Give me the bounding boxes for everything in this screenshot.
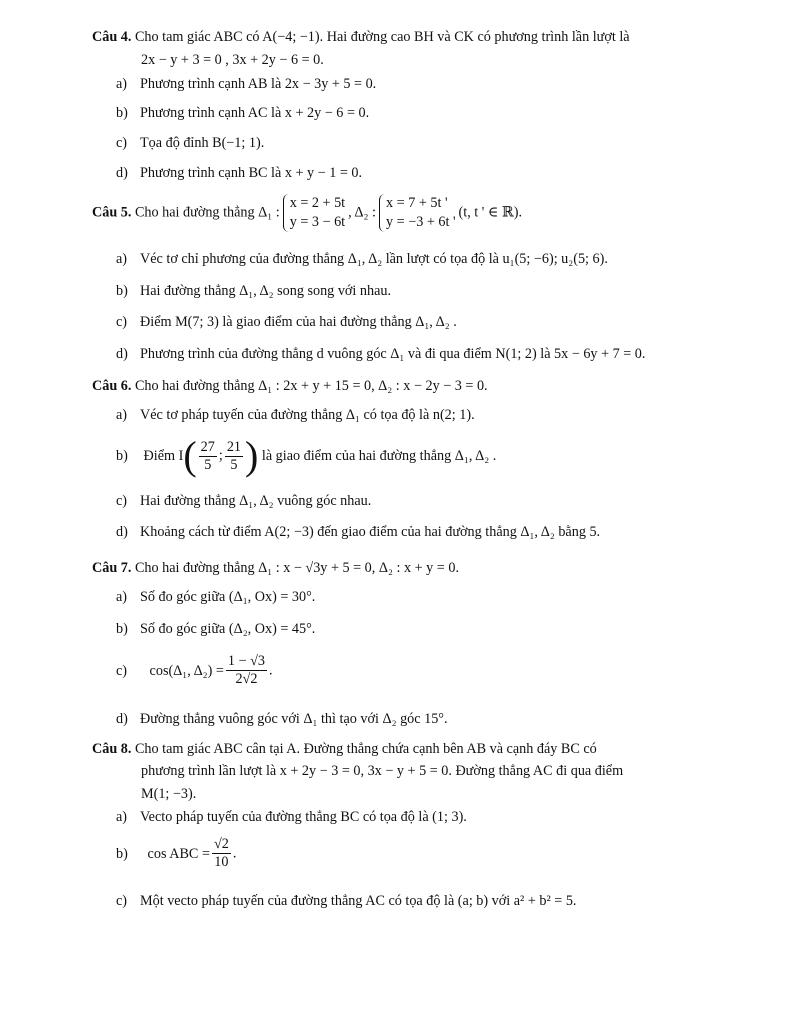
q5-option-d: d) Phương trình của đường thẳng d vuông góc Δ₁ và đi qua điểm N(1; 2) là 5x − 6y + 7 = 0.: [116, 346, 646, 362]
q7-stem: Câu 7. Cho hai đường thẳng Δ₁ : x − √3y + 5 = 0, Δ₂ : x + y = 0.: [92, 560, 459, 576]
q4-option-c: c) Tọa độ đỉnh B(−1; 1).: [116, 135, 265, 151]
q5-d2-system: x = 7 + 5t ' y = −3 + 6t ': [379, 194, 456, 232]
q6-option-d: d) Khoảng cách từ điểm A(2; −3) đến giao điểm của hai đường thẳng Δ₁, Δ₂ bằng 5.: [116, 524, 601, 540]
q8-option-c: c) Một vecto pháp tuyến của đường thẳng AC có tọa độ là (a; b) với a² + b² = 5.: [116, 893, 577, 909]
q6-option-b: b) Điểm I( $\frac{27}{5}$ ; $\frac{21}{5}$ ) là giao điểm của hai đường thẳng Δ₁, Δ₂ .: [116, 433, 497, 478]
q7-label: Câu 7.: [92, 560, 132, 576]
q6-label: Câu 6.: [92, 378, 132, 394]
q5-option-b: b) Hai đường thẳng Δ₁, Δ₂ song song với nhau.: [116, 283, 392, 299]
q5-option-c: c) Điểm M(7; 3) là giao điểm của hai đường thẳng Δ₁, Δ₂ .: [116, 314, 457, 330]
q6-stem: Câu 6. Cho hai đường thẳng Δ₁ : 2x + y + 15 = 0, Δ₂ : x − 2y − 3 = 0.: [92, 378, 488, 394]
q8-stem-line-1: Câu 8. Cho tam giác ABC cân tại A. Đường thẳng chứa cạnh bên AB và cạnh đáy BC có: [92, 741, 597, 757]
q4-option-a: a) Phương trình cạnh AB là 2x − 3y + 5 = 0.: [116, 76, 377, 92]
q7-option-d: d) Đường thẳng vuông góc với Δ₁ thì tạo với Δ₂ góc 15°.: [116, 711, 448, 727]
q6-frac-2: $\frac{21}{5}$: [226, 438, 241, 473]
q7-frac: $\frac{1 - √3}{2√2}$: [227, 653, 265, 687]
q8-option-a: a) Vecto pháp tuyến của đường thẳng BC có tọa độ là (1; 3).: [116, 809, 467, 825]
q5-d1-name: Δ₁ :: [258, 204, 280, 221]
q7-option-a: a) Số đo góc giữa (Δ₁, Ox) = 30°.: [116, 589, 316, 605]
q8-option-b: b) cos ABC = $\frac{√2}{10}$ .: [116, 836, 237, 870]
q8-frac: $\frac{√2}{10}$: [213, 836, 229, 870]
q7-option-c: c) cos(Δ₁, Δ₂) = $\frac{1 - √3}{2√2}$ .: [116, 653, 273, 687]
q6-option-a: a) Véc tơ pháp tuyến của đường thẳng Δ₁ có tọa độ là n(2; 1).: [116, 407, 475, 423]
q8-stem-line-2: phương trình lần lượt là x + 2y − 3 = 0, 3x − y + 5 = 0. Đường thẳng AC đi qua điểm: [141, 763, 624, 779]
q6-frac-1: $\frac{27}{5}$: [200, 438, 215, 473]
q4-stem-1: Cho tam giác ABC có A(−4; −1). Hai đường cao BH và CK có phương trình lần lượt là: [134, 29, 630, 45]
q7-option-b: b) Số đo góc giữa (Δ₂, Ox) = 45°.: [116, 621, 316, 637]
q6-option-c: c) Hai đường thẳng Δ₁, Δ₂ vuông góc nhau.: [116, 493, 372, 509]
q8-label: Câu 8.: [92, 741, 132, 757]
q4-label: Câu 4.: [92, 29, 132, 45]
q5-d2-name: , Δ₂ :: [348, 204, 376, 221]
q8-stem-line-3: M(1; −3).: [141, 786, 197, 802]
q4-option-d: d) Phương trình cạnh BC là x + y − 1 = 0.: [116, 165, 363, 181]
q4-stem-line-1: [92, 28, 630, 46]
q4-option-b: b) Phương trình cạnh AC là x + 2y − 6 = 0.: [116, 105, 370, 121]
q5-d1-system: x = 2 + 5t y = 3 − 6t: [283, 194, 345, 232]
q5-option-a: a) Véc tơ chỉ phương của đường thẳng Δ₁, Δ₂ lần lượt có tọa độ là u₁(5; −6); u₂(5; 6).: [116, 251, 608, 267]
q5-stem: Câu 5. Cho hai đường thẳng Δ₁ : x = 2 + 5t y = 3 − 6t , Δ₂ : x = 7 + 5t ' y = −3 + 6t ' (t, t ' ∈ ℝ).: [92, 195, 522, 230]
q5-label: Câu 5.: [92, 204, 132, 221]
q4-stem-line-2: 2x − y + 3 = 0 , 3x + 2y − 6 = 0.: [141, 52, 324, 68]
